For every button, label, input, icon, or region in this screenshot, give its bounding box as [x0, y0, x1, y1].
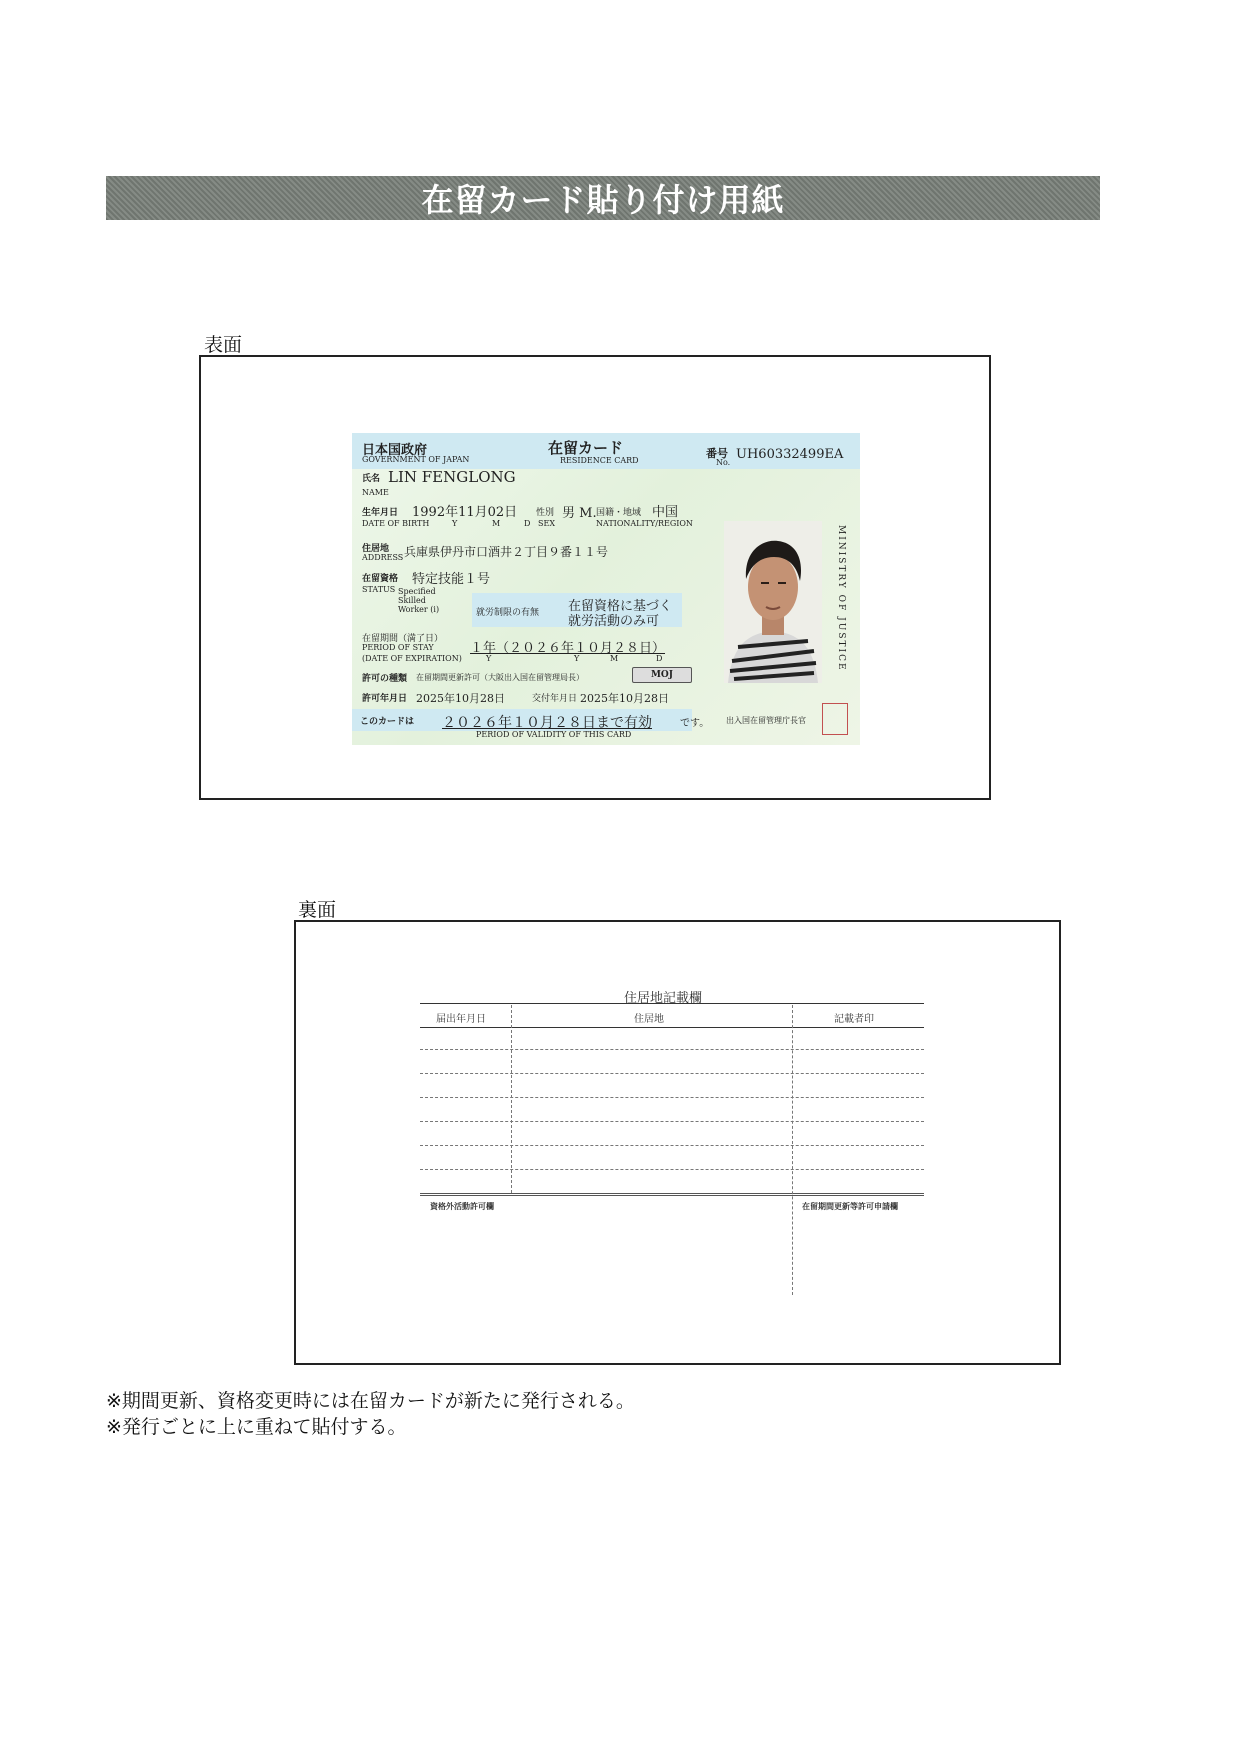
- back-col-divider: [792, 1005, 793, 1295]
- title-banner: [106, 176, 1100, 220]
- back-label: 裏面: [298, 899, 337, 921]
- back-footer-right: 在留期間更新等許可申請欄: [802, 1202, 898, 1211]
- residence-card-front: [352, 433, 860, 745]
- validity-label-en: PERIOD OF VALIDITY OF THIS CARD: [476, 730, 632, 739]
- sex-value: 男 M.: [562, 506, 597, 521]
- number-label-jp: 番号: [706, 447, 728, 460]
- nationality-label-en: NATIONALITY/REGION: [596, 519, 693, 528]
- period-value: １年（２０２６年１０月２８日）: [470, 641, 666, 656]
- period-label-en-2: (DATE OF EXPIRATION): [362, 654, 462, 663]
- work-value-1: 在留資格に基づく: [568, 599, 673, 614]
- back-table-row-line: [420, 1121, 924, 1122]
- note-line-1: ※期間更新、資格変更時には在留カードが新たに発行される。: [106, 1390, 635, 1412]
- back-footer-left: 資格外活動許可欄: [430, 1202, 494, 1211]
- gov-jp: 日本国政府: [362, 443, 428, 458]
- dob-y: Y: [452, 519, 458, 528]
- card-title-jp: 在留カード: [548, 439, 624, 457]
- back-table-row-line: [420, 1073, 924, 1074]
- address-label-jp: 住居地: [362, 544, 390, 554]
- period-y-2: Y: [574, 654, 580, 663]
- back-table-title: 住居地記載欄: [624, 991, 703, 1006]
- sex-label-jp: 性別: [536, 508, 555, 518]
- issue-date-value: 2025年10月28日: [580, 692, 669, 705]
- address-label-en: ADDRESS: [362, 553, 404, 562]
- issuer-name: 出入国在留管理庁長官: [726, 716, 806, 725]
- back-table-bottom-line: [420, 1193, 924, 1196]
- moj-mark: MOJ: [632, 667, 692, 683]
- card-title-en: RESIDENCE CARD: [560, 456, 639, 465]
- address-value: 兵庫県伊丹市口酒井２丁目９番１１号: [404, 545, 609, 559]
- name-label-en: NAME: [362, 488, 389, 497]
- back-col-date: 届出年月日: [436, 1014, 486, 1025]
- period-label-jp: 在留期間（満了日）: [362, 634, 444, 644]
- period-y-1: Y: [486, 654, 492, 663]
- dob-label-jp: 生年月日: [362, 508, 399, 518]
- period-d: D: [656, 654, 663, 663]
- validity-suffix: です。: [680, 718, 710, 729]
- permit-type-label: 許可の種類: [362, 674, 408, 684]
- note-line-2: ※発行ごとに上に重ねて貼付する。: [106, 1416, 407, 1438]
- period-m: M: [610, 654, 619, 663]
- ministry-vertical-text: MINISTRY OF JUSTICE: [836, 525, 846, 672]
- work-label: 就労制限の有無: [476, 608, 540, 618]
- holder-name: LIN FENGLONG: [388, 468, 516, 486]
- holder-photo: [724, 521, 822, 683]
- back-col-address: 住居地: [634, 1014, 664, 1025]
- validity-prefix: このカードは: [360, 717, 415, 727]
- issue-date-label: 交付年月日: [532, 694, 578, 704]
- status-label-jp: 在留資格: [362, 574, 399, 584]
- back-col-seal: 記載者印: [834, 1014, 874, 1025]
- permit-date-value: 2025年10月28日: [416, 692, 505, 705]
- front-label: 表面: [204, 334, 243, 356]
- gov-en: GOVERNMENT OF JAPAN: [362, 455, 470, 464]
- number-label-en: No.: [716, 458, 731, 467]
- back-table-top-line: [420, 1003, 924, 1004]
- back-table-row-line: [420, 1049, 924, 1050]
- permit-type-value: 在留期間更新許可（大阪出入国在留管理局長）: [416, 673, 584, 682]
- back-table-row-line: [420, 1145, 924, 1146]
- name-label-jp: 氏名: [362, 474, 381, 484]
- status-value-en: Specified Skilled Worker (i): [398, 587, 440, 614]
- validity-value: ２０２６年１０月２８日まで有効: [442, 715, 652, 731]
- nationality-label-jp: 国籍・地域: [596, 508, 642, 518]
- dob-label-en: DATE OF BIRTH: [362, 519, 430, 528]
- portrait-image: [724, 521, 822, 683]
- back-col-divider: [511, 1005, 512, 1193]
- dob-m: M: [492, 519, 501, 528]
- official-seal: [822, 703, 848, 735]
- back-table-row-line: [420, 1169, 924, 1170]
- permit-date-label: 許可年月日: [362, 694, 408, 704]
- sex-label-en: SEX: [538, 519, 556, 528]
- card-number: UH60332499EA: [736, 447, 844, 462]
- back-table-row-line: [420, 1097, 924, 1098]
- dob-value: 1992年11月02日: [412, 505, 518, 520]
- back-table-header-line: [420, 1027, 924, 1028]
- nationality-value: 中国: [652, 505, 679, 520]
- work-value-2: 就労活動のみ可: [568, 614, 660, 629]
- status-value: 特定技能１号: [412, 572, 491, 587]
- status-label-en: STATUS: [362, 585, 396, 594]
- period-label-en: PERIOD OF STAY: [362, 643, 434, 652]
- page-title: 在留カード貼り付け用紙: [421, 181, 785, 219]
- dob-d: D: [524, 519, 531, 528]
